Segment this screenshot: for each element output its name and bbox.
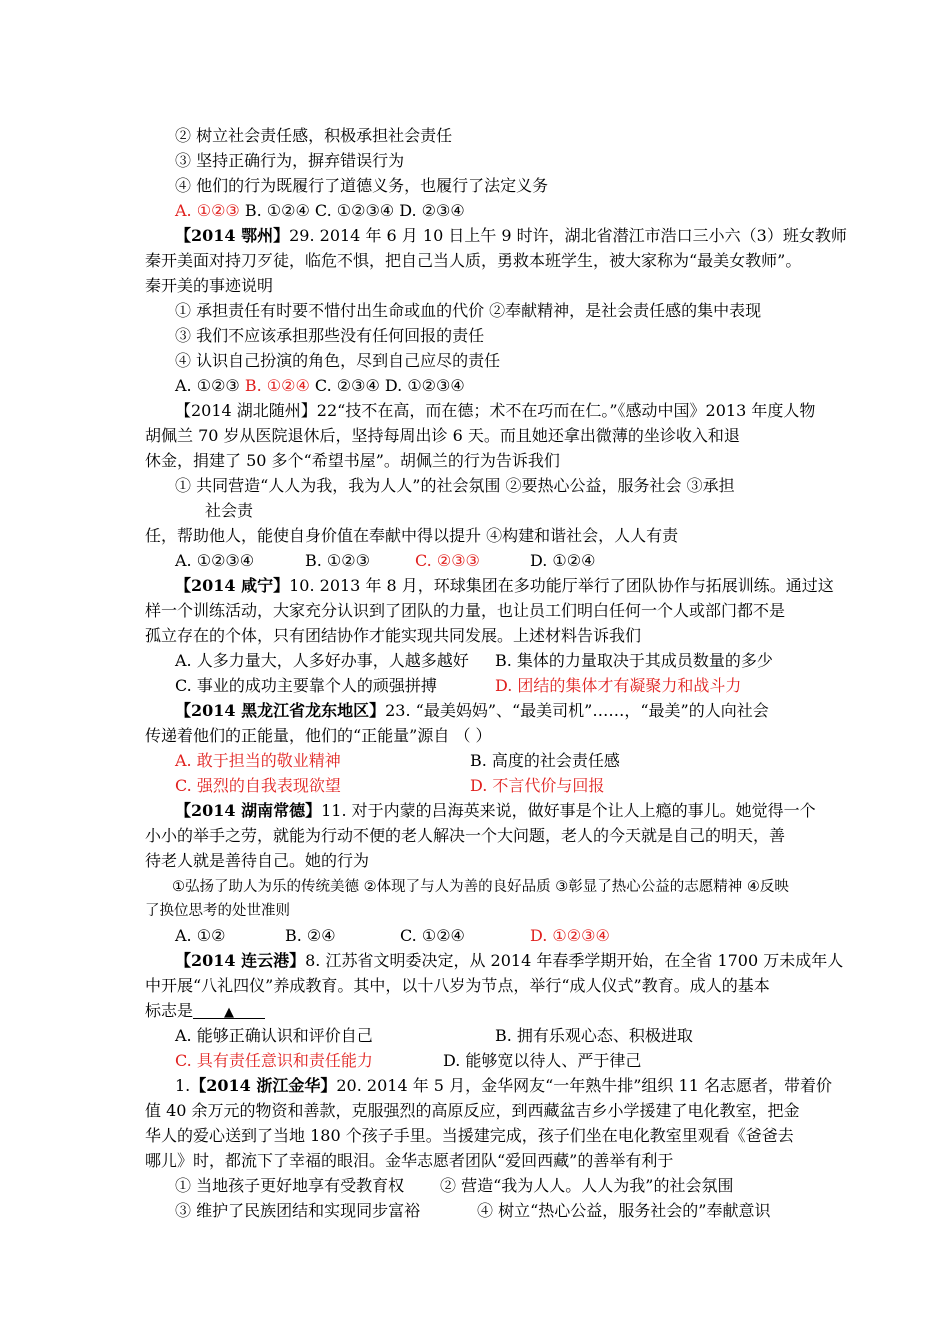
question-lianyungang-line-1 — [175, 950, 843, 972]
answer-b: B. 高度的社会责任感 — [470, 751, 620, 770]
answer-c: C. 事业的成功主要靠个人的顽强拼搏 — [175, 676, 437, 695]
answer-d-red: D. 团结的集体才有凝聚力和战斗力 — [495, 676, 742, 695]
option-3-line: ③ 坚持正确行为，摒弃错误行为 — [175, 151, 405, 170]
question-xianning-line-2: 样一个训练活动，大家充分认识到了团队的力量，也让员工们明白任何一个人或部门都不是 — [145, 601, 786, 620]
option-1: ① 当地孩子更好地享有受教育权 — [175, 1176, 405, 1195]
suizhou-answers — [175, 550, 595, 572]
ezhou-option-1: ① 承担责任有时要不惜付出生命或血的代价 ②奉献精神，是社会责任感的集中表现 — [175, 301, 762, 320]
answer-a-red: A. ①②③ — [175, 201, 240, 220]
source-tag: 【2014 咸宁】 — [175, 576, 290, 595]
ezhou-answers — [175, 375, 465, 397]
answer-c: C. ①②④ — [400, 926, 465, 945]
answer-a: A. 能够正确认识和评价自己 — [175, 1026, 373, 1045]
answer-d: D. ①②④ — [530, 551, 596, 570]
question-jinhua-line-1 — [175, 1075, 832, 1097]
question-jinhua-line-3: 华人的爱心送到了当地 180 个孩子手里。当援建完成，孩子们坐在电化教室里观看《爸爸去 — [145, 1126, 794, 1145]
longdong-answers-ab — [175, 750, 620, 772]
question-ezhou-line-3: 秦开美的事迹说明 — [145, 276, 274, 295]
question-jinhua-line-4: 哪儿》时，都流下了幸福的眼泪。金华志愿者团队“爱回西藏”的善举有利于 — [145, 1151, 674, 1170]
changde-options-1: ①弘扬了助人为乐的传统美德 ②体现了与人为善的良好品质 ③彰显了热心公益的志愿精神 ④反映 — [172, 879, 789, 895]
question-suizhou-line-2: 胡佩兰 70 岁从医院退休后，坚持每周出诊 6 天。而且她还拿出微薄的坐诊收入和退 — [145, 426, 740, 445]
question-text: 29. 2014 年 6 月 10 日上午 9 时许，湖北省潜江市浩口三小六（3）班女教师 — [289, 226, 847, 245]
answer-blank — [193, 1000, 265, 1019]
source-tag: 【2014 鄂州】 — [175, 226, 290, 245]
question-jinhua-line-2: 值 40 余万元的物资和善款，克服强烈的高原反应，到西藏盆吉乡小学援建了电化教室，把金 — [145, 1101, 800, 1120]
jinhua-options-12 — [175, 1175, 733, 1197]
lianyungang-answers-cd — [175, 1050, 641, 1072]
question-changde-line-1 — [175, 800, 816, 822]
question-xianning-line-1 — [175, 575, 834, 597]
answer-d-red: D. 不言代价与回报 — [470, 776, 605, 795]
answer-c-red: C. 强烈的自我表现欲望 — [175, 776, 341, 795]
question-ezhou-line-2: 秦开美面对持刀歹徒，临危不惧，把自己当人质，勇救本班学生，被大家称为“最美女教师”。 — [145, 251, 802, 270]
suizhou-options-3: 任，帮助他人，能使自身价值在奉献中得以提升 ④构建和谐社会，人人有责 — [145, 526, 679, 545]
changde-options-2: 了换位思考的处世准则 — [145, 903, 290, 919]
answer-b-red: B. ①②④ — [244, 376, 310, 395]
answer-a: A. ①②③ — [175, 376, 240, 395]
answer-a: A. ①②③④ — [175, 551, 255, 570]
question-xianning-line-3: 孤立存在的个体，只有团结协作才能实现共同发展。上述材料告诉我们 — [145, 626, 642, 645]
question-text: 标志是 — [145, 1001, 194, 1020]
xianning-answers-cd — [175, 675, 741, 697]
option-3: ③ 维护了民族团结和实现同步富裕 — [175, 1201, 421, 1220]
answer-b: B. ①②③ — [305, 551, 370, 570]
question-text: 23. “最美妈妈”、“最美司机”……，“最美”的人向社会 — [385, 701, 769, 720]
ezhou-option-4: ④ 认识自己扮演的角色，尽到自己应尽的责任 — [175, 351, 501, 370]
longdong-answers-cd — [175, 775, 604, 797]
changde-answers — [175, 925, 610, 947]
answer-b: B. ②④ — [285, 926, 336, 945]
answer-d-red: D. ①②③④ — [530, 926, 610, 945]
triangle-icon: ▲ — [224, 1005, 235, 1020]
source-tag: 【2014 浙江金华】 — [190, 1076, 337, 1095]
question-text: 20. 2014 年 5 月，金华网友“一年熟牛排”组织 11 名志愿者，带着价 — [336, 1076, 832, 1095]
answer-a: A. ①② — [175, 926, 226, 945]
ezhou-option-3: ③ 我们不应该承担那些没有任何回报的责任 — [175, 326, 485, 345]
question-ezhou-line-1 — [175, 225, 847, 247]
answer-c-red: C. ②③③ — [415, 551, 480, 570]
answer-a-red: A. 敢于担当的敬业精神 — [175, 751, 341, 770]
option-2: ② 营造“我为人人。人人为我”的社会氛围 — [440, 1176, 734, 1195]
question-lianyungang-line-2: 中开展“八礼四仪”养成教育。其中，以十八岁为节点，举行“成人仪式”教育。成人的基本 — [145, 976, 770, 995]
answer-c-red: C. 具有责任意识和责任能力 — [175, 1051, 373, 1070]
source-tag: 【2014 黑龙江省龙东地区】 — [175, 701, 386, 720]
answer-a: A. 人多力量大，人多好办事，人越多越好 — [175, 651, 469, 670]
question-lianyungang-line-3 — [145, 1000, 265, 1022]
answer-b: B. 拥有乐观心态、积极进取 — [495, 1026, 693, 1045]
question-text: 11. 对于内蒙的吕海英来说，做好事是个让人上瘾的事儿。她觉得一个 — [321, 801, 816, 820]
suizhou-options-1: ① 共同营造“人人为我，我为人人”的社会氛围 ②要热心公益，服务社会 ③承担 — [175, 476, 735, 495]
suizhou-options-2: 社会责 — [205, 501, 254, 520]
answer-d: D. 能够宽以待人、严于律己 — [443, 1051, 642, 1070]
source-tag: 【2014 湖南常德】 — [175, 801, 322, 820]
answer-cd: C. ②③④ D. ①②③④ — [314, 376, 465, 395]
question-number: 1. — [175, 1076, 191, 1095]
question-changde-line-2: 小小的举手之劳，就能为行动不便的老人解决一个大问题，老人的今天就是自己的明天，善 — [145, 826, 786, 845]
question-suizhou-line-3: 休金，捐建了 50 多个“希望书屋”。胡佩兰的行为告诉我们 — [145, 451, 560, 470]
option-2-line: ② 树立社会责任感，积极承担社会责任 — [175, 126, 453, 145]
answer-b: B. 集体的力量取决于其成员数量的多少 — [495, 651, 773, 670]
answer-choices-line — [175, 200, 465, 222]
option-4: ④ 树立“热心公益，服务社会的”奉献意识 — [477, 1201, 771, 1220]
answer-rest: B. ①②④ C. ①②③④ D. ②③④ — [244, 201, 465, 220]
xianning-answers-ab — [175, 650, 773, 672]
source-tag: 【2014 连云港】 — [175, 951, 306, 970]
option-4-line: ④ 他们的行为既履行了道德义务，也履行了法定义务 — [175, 176, 549, 195]
question-suizhou-line-1: 【2014 湖北随州】22“技不在高，而在德；术不在巧而在仁。”《感动中国》2013 年度人物 — [175, 401, 816, 420]
jinhua-options-34 — [175, 1200, 770, 1222]
question-text: 8. 江苏省文明委决定，从 2014 年春季学期开始，在全省 1700 万未成年人 — [305, 951, 844, 970]
question-longdong-line-1 — [175, 700, 769, 722]
question-longdong-line-2: 传递着他们的正能量，他们的“正能量”源自 （ ） — [145, 726, 492, 745]
question-changde-line-3: 待老人就是善待自己。她的行为 — [145, 851, 370, 870]
question-text: 10. 2013 年 8 月，环球集团在多功能厅举行了团队协作与拓展训练。通过这 — [289, 576, 834, 595]
lianyungang-answers-ab — [175, 1025, 693, 1047]
